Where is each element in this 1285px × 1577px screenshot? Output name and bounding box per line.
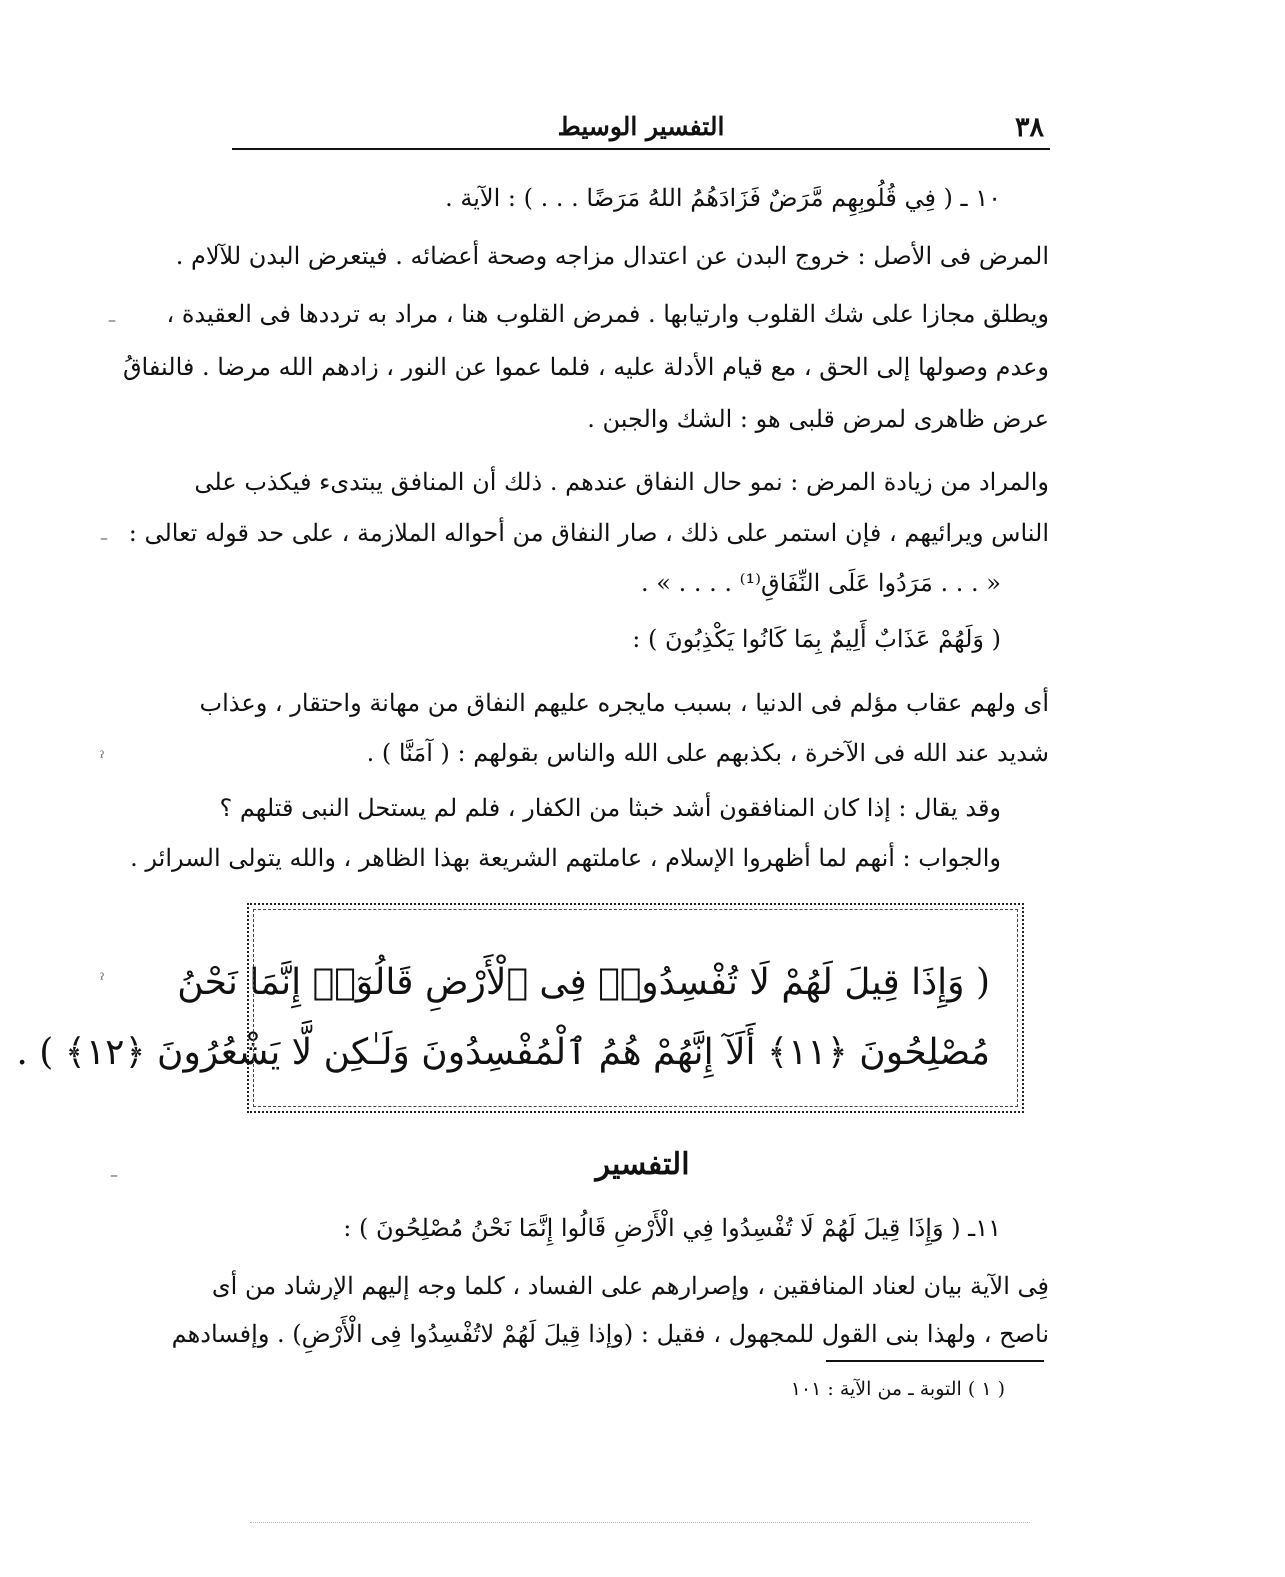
margin-mark: ˀ — [100, 970, 105, 989]
margin-mark: ˀ — [100, 748, 105, 767]
verse-heading: ( وَلَهُمْ عَذَابٌ أَلِيمٌ بِمَا كَانُوا يَكْذِبُونَ ) : — [632, 625, 1001, 653]
running-title: التفسير الوسيط — [557, 112, 725, 141]
paragraph-line: المرض فى الأصل : خروج البدن عن اعتدال مزاجه وصحة أعضائه . فيتعرض البدن للآلام . — [175, 242, 1049, 270]
paragraph-line: والجواب : أنهم لما أظهروا الإسلام ، عاملتهم الشريعة بهذا الظاهر ، والله يتولى السرائر . — [130, 844, 1001, 872]
paragraph-line: أى ولهم عقاب مؤلم فى الدنيا ، بسبب مايجره عليهم النفاق من مهانة واحتقار ، وعذاب — [199, 689, 1049, 717]
paragraph-line: شديد عند الله فى الآخرة ، بكذبهم على الله والناس بقولهم : ( آمَنَّا ) . — [366, 739, 1049, 767]
paragraph-line: الناس ويرائيهم ، فإن استمر على ذلك ، صار النفاق من أحواله الملازمة ، على حد قوله تعالى : — [128, 519, 1049, 547]
quoted-verse: « . . . مَرَدُوا عَلَى النِّفَاقِ⁽¹⁾ . . . . » . — [641, 569, 1001, 597]
margin-mark: – — [110, 1165, 118, 1184]
verse-line: مُصْلِحُونَ ﴿١١﴾ أَلَآ إِنَّهُمْ هُمُ ٱلْمُفْسِدُونَ وَلَـٰكِن لَّا يَشْعُرُونَ ﴿١٢﴾ ) . — [16, 1032, 990, 1073]
footnote-rule — [826, 1360, 1044, 1362]
paragraph-line: ويطلق مجازا على شك القلوب وارتيابها . فمرض القلوب هنا ، مراد به ترددها فى العقيدة ، — [166, 300, 1049, 328]
heading-verse-11: ١١ـ ( وَإِذَا قِيلَ لَهُمْ لَا تُفْسِدُوا فِي الْأَرْضِ قَالُوا إِنَّمَا نَحْنُ مُصْلِحُونَ ) : — [343, 1214, 1001, 1242]
paragraph-line: عرض ظاهرى لمرض قلبى هو : الشك والجبن . — [587, 405, 1049, 433]
paragraph-line: فِى الآية بيان لعناد المنافقين ، وإصرارهم على الفساد ، كلما وجه إليهم الإرشاد من أى — [211, 1272, 1049, 1300]
page-number: ٣٨ — [1014, 112, 1044, 143]
heading-verse-10: ١٠ ـ ( فِي قُلُوبِهِم مَّرَضٌ فَزَادَهُمُ اللهُ مَرَضًا . . . ) : الآية . — [445, 184, 1001, 212]
margin-mark: – — [100, 528, 108, 547]
footnote: ( ١ ) التوبة ـ من الآية : ١٠١ — [790, 1378, 1005, 1400]
quran-verse-frame — [16, 903, 1024, 1113]
paragraph-line: والمراد من زيادة المرض : نمو حال النفاق عندهم . ذلك أن المنافق يبتدىء فيكذب على — [194, 468, 1049, 496]
section-title: التفسير — [595, 1147, 690, 1182]
margin-mark: – — [108, 310, 116, 329]
scan-artifact — [250, 1522, 1030, 1523]
page-header — [232, 108, 1050, 150]
paragraph-line: وقد يقال : إذا كان المنافقون أشد خبثا من الكفار ، فلم لم يستحل النبى قتلهم ؟ — [219, 794, 1001, 822]
paragraph-line: وعدم وصولها إلى الحق ، مع قيام الأدلة عليه ، فلما عموا عن النور ، زادهم الله مرضا . فالنفاقُ — [122, 353, 1049, 381]
verse-line: ( وَإِذَا قِيلَ لَهُمْ لَا تُفْسِدُوا۟ فِى ٱلْأَرْضِ قَالُوٓا۟ إِنَّمَا نَحْنُ — [177, 962, 990, 1003]
paragraph-line: ناصح ، ولهذا بنى القول للمجهول ، فقيل : (وإذا قِيلَ لَهُمْ لاتُفْسِدُوا فِى الْأَرْضِ) . وإفسادهم — [171, 1320, 1049, 1348]
